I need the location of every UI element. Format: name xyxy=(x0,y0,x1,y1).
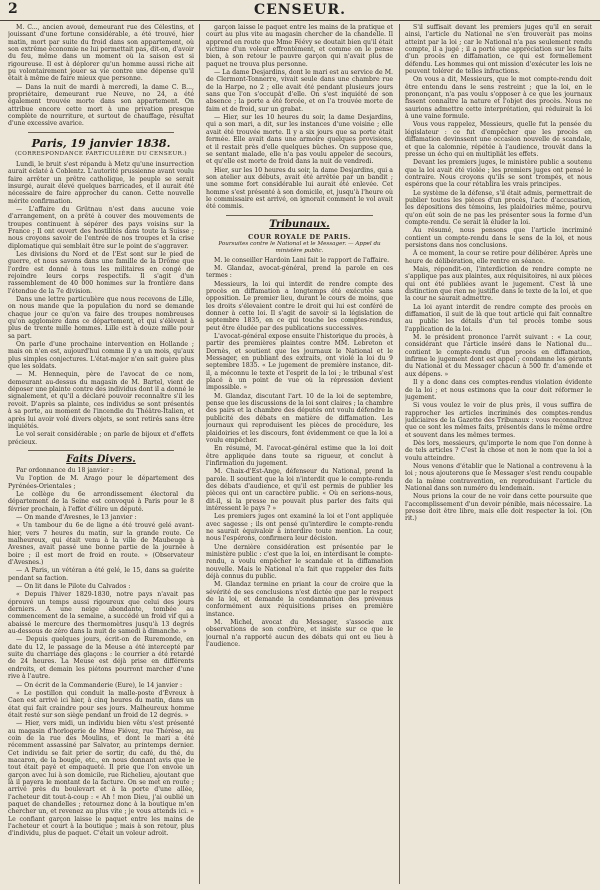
column-right xyxy=(405,24,592,884)
article-paragraph: Le système de la défense, s'il était admis, permettrait de publier toutes les pièces d'un procès, l'acte d'accusation, les dépositions des témoins, les plaidoiries même, pourvu qu'on eût soin de ne pas les présenter sous la forme d'un compte-rendu. Ce serait là éluder la loi. xyxy=(405,189,592,226)
article-paragraph: — Hier, sur les 10 heures du soir, la dame Desjardins, qui a son mari, a dit, sur les instances d'une voisine ; elle avait été trouvée morte. Il y a six jours que sa porte était fermée. Elle avait dans une armoire quelques provisions, et il restait près d'elle quelques bûches. On suppose que, se sentant malade, elle n'a pas voulu appeler de secours, et qu'elle est morte de froid dans la nuit de vendredi. xyxy=(206,114,393,166)
section-title-faits-divers: Faits Divers. xyxy=(66,453,136,465)
article-paragraph: Devant les premiers juges, le ministère public a soutenu que la loi avait été violée ; les premiers juges ont pensé le contraire. Nous croyons qu'ils se sont trompés, et nous espérons que la cour rétablira les vrais principes. xyxy=(405,159,592,189)
article-paragraph: Le vol serait considérable ; on parle de bijoux et d'effets précieux. xyxy=(8,431,194,446)
article-paragraph: — Dans la nuit de mardi à mercredi, la dame C. B..., propriétaire, demeurant rue Neuve, no 24, a été également trouvée morte dans son appartement. On attribue encore cette mort à une privation presque complète de nourriture, et surtout de chauffage, résultat d'une excessive avarice. xyxy=(8,83,194,128)
dateline-heading: Paris, 19 janvier 1838. xyxy=(31,136,171,150)
article-paragraph: À ce moment, la cour se retire pour délibérer. Après une heure de délibération, elle rentre en séance. xyxy=(405,250,592,265)
article-paragraph: Dans une lettre particulière que nous recevons de Lille, on nous mande que la population du nord se demande chaque jour ce qu'on va faire des troupes nombreuses qu'on agglomère dans ce département, et qui s'élèvent à plus de trente mille hommes. Lille est à douze mille pour sa part. xyxy=(8,296,194,340)
article-paragraph: — On écrit de la Commanderie (Eure), le 14 janvier : xyxy=(16,681,183,689)
article-paragraph: M. Glandaz, avocat-général, prend la parole en ces termes : xyxy=(206,264,393,280)
article-paragraph: garçon laisse le paquet entre les mains de la pratique et court au plus vite au magasin chercher de la chandelle. Il apprend en route que Mme Féévy se doutait bien qu'il était victime d'un voleur effrontément, et comme on le pense bien, à son retour le pauvre garçon qui n'avait plus de paquet ne trouva plus personne. xyxy=(206,24,393,68)
article-paragraph: Messieurs, la loi qui interdit de rendre compte des procès en diffamation a longtemps été exécutée sans opposition. Le premier lieu, durant le cours de moins, que les droits s'élevaient contre le droit qui lui est conféré de donner à cette loi. Il s'agit de savoir si la législation de septembre 1835, en ce qui touche les comptes-rendus, peut être éludée par des publications successives. xyxy=(206,280,393,332)
article-paragraph: Dès lors, messieurs, qu'importe le nom que l'on donne à de tels articles ? C'est la chose et non le nom que la loi a voulu atteindre. xyxy=(405,439,592,462)
article-paragraph: « Le postillon qui conduit la malle-poste d'Évreux à Caen est arrivé ici hier, à cinq heures du matin, dans un état qui fait craindre pour ses jours. Malheureux homme était resté sur son siège pendant un froid de 12 degrés. » xyxy=(8,689,194,719)
article-paragraph: Les premiers juges ont examiné la loi et l'ont appliquée avec sagesse ; ils ont pensé qu'interdire le compte-rendu ne saurait équivaloir à interdire toute mention. La cour, nous l'espérons, confirmera leur décision. xyxy=(206,513,393,543)
article-paragraph: On vous a dit, Messieurs, que le mot compte-rendu doit être entendu dans le sens restreint ; que la loi, en le prononçant, n'a pas voulu s'opposer à ce que les journaux fissent connaître la nature et l'objet des procès. Nous ne saurions admettre cette interprétation, qui réduirait la loi à une vaine formule. xyxy=(405,76,592,121)
column-rule xyxy=(199,24,200,884)
article-paragraph: S'il suffisait devant les premiers juges qu'il en serait ainsi, l'article du National ne s'en trouverait pas moins atteint par la loi ; car le National n'a pas seulement rendu compte, il a jugé ; il a porté une appréciation sur les faits d'un procès en diffamation, ce qui est formellement défendu. Les hommes qui ont mission d'exécuter les lois ne peuvent tolérer de telles infractions. xyxy=(405,24,592,76)
article-paragraph: M. Michel, avocat du Messager, s'associe aux observations de son confrère, et insiste sur ce que le journal n'a rapporté aucun des débats qui ont eu lieu à l'audience. xyxy=(206,619,393,649)
article-paragraph: M. Glandaz, discutant l'art. 10 de la loi de septembre, pense que les discussions de la loi sont claires ; la chambre des pairs et la chambre des députés ont voulu défendre la publicité des débats en matière de diffamation. Les journaux qui reproduisent les pièces de procédure, les plaidoiries et les discours, font évidemment ce que la loi a voulu empêcher. xyxy=(206,392,393,444)
article-paragraph: — A Paris, un vétéran a été gelé, le 15, dans sa guérite pendant sa faction. xyxy=(8,567,194,582)
article-paragraph: M. Chaix-d'Est-Ange, défenseur du National, prend la parole. Il soutient que la loi n'interdit que le compte-rendu des débats d'audience, et qu'il est permis de publier les pièces qui ont un caractère public. « Où en serions-nous, dit-il, si la presse ne pouvait plus parler des faits qui intéressent le pays ? » xyxy=(206,468,393,512)
article-paragraph: Vu l'option de M. Arago pour le département des Pyrénées-Orientales ; xyxy=(8,475,194,490)
divider xyxy=(226,215,373,216)
page-number: 2 xyxy=(8,1,18,17)
article-paragraph: — On lit dans le Pilote du Calvados : xyxy=(16,583,131,591)
column-left xyxy=(8,24,194,884)
article-paragraph: Hier, sur les 10 heures du soir, la dame Desjardins, qui a son atelier aux débuts, avait été arrêtée par un bandit ; une somme fort considérable lui aurait été enlevée. Cet homme s'est présenté à son domicile, et, jusqu'à l'heure où le commissaire est arrivé, on ignorait comment le vol avait été commis. xyxy=(206,166,393,211)
divider xyxy=(28,450,174,451)
divider xyxy=(28,132,174,133)
article-paragraph: — La dame Desjardins, dont le mari est au service de M. de Clermont-Tonnerre, vivait seule dans une chambre rue de la Harpe, no 2 ; elle avait été pendant plusieurs jours sans que l'on s'occupât d'elle. On s'est inquiété de son absence ; la porte a été forcée, et on l'a trouvée morte de faim et de froid, sur un grabat. xyxy=(206,69,393,113)
column-rule xyxy=(399,24,400,884)
article-paragraph: Une dernière considération est présentée par le ministère public : c'est que la loi, en interdisant le compte-rendu, a voulu empêcher le scandale et la diffamation nouvelle. Mais le National n'a fait que rappeler des faits déjà connus du public. xyxy=(206,543,393,581)
article-paragraph: — L'affaire du Grütnau n'est dans aucune voie d'arrangement, on a prêté à couver des mouvements de troupes continuent à sépérer des pays voisins sur la France ; Il ont ouvert des hostilités dans toute la Suisse ; nous croyons savoir de l'entrée de nos troupes et la crise diplomatique qui semblait être sur le point de s'aggraver. xyxy=(8,205,194,250)
article-paragraph: L'avocat-général expose ensuite l'historique du procès, à partir des premières plaintes contre MM. Lebreton et Dornès, et soutient que les journaux le National et le Messager, en publiant des extraits, ont violé la loi du 9 septembre 1835. « Le jugement de première instance, dit-il, a méconnu le texte et l'esprit de la loi ; le tribunal s'est placé à un point de vue où la répression devient impossible. » xyxy=(206,333,393,392)
masthead xyxy=(0,0,600,21)
journal-title: CENSEUR. xyxy=(253,2,347,18)
article-paragraph: M. le conseiller Hardoin Lani fait le rapport de l'affaire. xyxy=(214,256,390,264)
article-paragraph: Il y a donc dans ces comptes-rendus violation évidente de la loi ; et nous estimons que la cour doit réformer le jugement. xyxy=(405,379,592,401)
article-paragraph: Nous prions la cour de ne voir dans cette poursuite que l'accomplissement d'un devoir pénible, mais nécessaire. La presse doit être libre, mais elle doit respecter la loi. (On rit.) xyxy=(405,493,592,523)
section-title-tribunaux: Tribunaux. xyxy=(269,218,330,230)
article-paragraph: — Depuis quelques jours, écrit-on de Ruremonde, en date du 12, le passage de la Meuse a été intercepté par suite du charriage des glaçons : le courrier a été retardé de 24 heures. La Meuse est déjà prise en différents endroits, et demain les piétons pourront marcher d'une rive à l'autre. xyxy=(8,636,194,681)
column-middle xyxy=(206,24,393,884)
article-paragraph: Vous vous rappelez, Messieurs, quelle fut la pensée du législateur : ce fut d'empêcher que les procès en diffamation devinssent une occasion nouvelle de scandale, et que la calomnie, répétée à l'audience, trouvât dans la presse un écho qui en multipliât les effets. xyxy=(405,121,592,158)
article-paragraph: « Un tambour du 6e de ligne a été trouvé gelé avant-hier, vers 7 heures du matin, sur la grande route. Ce malheureux, qui était venu à la ville de Maubeuge à Avesnes, avait passé une bonne partie de la journée à boire ; il est mort de froid en route. » (Observateur d'Avesnes.) xyxy=(8,522,194,566)
article-paragraph: — M. Hennequin, père de l'avocat de ce nom, demeurant au-dessus du magasin de M. Bartel, vient de déposer une plainte contre des individus dont il a donné le signalement, et qu'il a déclaré pouvoir reconnaître s'il les revoit. D'après sa plainte, ces individus se sont présentés à sa porte, au moment de l'incendie du Théâtre-Italien, et après lui avoir volé divers objets, se sont retirés sans être inquiétés. xyxy=(8,371,194,430)
article-paragraph: Les divisions du Nord et de l'Est sont sur le pied de guerre, et nous savons dans une famille de la Drôme que l'ordre est donné à tous les militaires en congé de rejoindre leurs corps respectifs. Il s'agit d'un rassemblement de 40 000 hommes sur la frontière dans l'étendue de la 7e division. xyxy=(8,250,194,295)
article-paragraph: M. le président prononce l'arrêt suivant : « La cour, considérant que l'article inséré dans le National du... contient le compte-rendu d'un procès en diffamation, infirme le jugement dont est appel ; condamne les gérants du National et du Messager chacun à 500 fr. d'amende et aux dépens. » xyxy=(405,334,592,378)
correspondence-subheading: (CORRESPONDANCE PARTICULIÈRE DU CENSEUR.) xyxy=(14,150,188,157)
article-paragraph: Lundi, le bruit s'est répandu à Metz qu'une insurrection aurait éclaté à Coblentz. L'autorité prussienne avant voulu faire arrêter un prêtre catholique, le peuple se serait insurgé, aurait élevé quelques barricades, et il aurait été nécessaire de faire approcher du canon. Cette nouvelle mérite confirmation. xyxy=(8,160,194,205)
article-paragraph: Le collège du 6e arrondissement électoral du département de la Seine est convoqué à Paris pour le 8 février prochain, à l'effet d'élire un député. xyxy=(8,490,194,513)
article-paragraph: Nous venons d'établir que le National a contrevenu à la loi ; nous ajouterons que le Messager s'est rendu coupable de la même contravention, en reproduisant l'article du National dans son numéro du lendemain. xyxy=(405,462,592,492)
article-paragraph: — Hier, vers midi, un individu bien vêtu s'est présenté au magasin d'horlogerie de Mme Fiévez, rue Thérèse, au coin de la rue des Moulins, et dont le mari a été récemment assassiné par Salvator, au printemps dernier. Cet individu se fait prier de sortir, du café, du thé, du macaron, de la bougie, etc., en nous donnant avis que le tout était payé et empaqueté. Il prie que l'on envoie un garçon avec lui à son domicile, rue Richelieu, ajoutant que là il payera le montant de la facture. On se met en route ; arrivé près du boulevart et à la porte d'une allée, l'acheteur dit tout-à-coup : « Ah ! mon Dieu, j'ai oublié un paquet de chandelles ; retournez donc à la boutique m'en chercher un, et revenez au plus vite ; je vous attends ici. » Le confiant garçon laisse le paquet entre les mains de l'acheteur et court à la boutique ; mais à son retour, plus d'individu, plus de paquet. C'était un voleur adroit. xyxy=(8,720,194,838)
article-paragraph: La loi ayant interdit de rendre compte des procès en diffamation, il suit de là que tout article qui fait connaître au public les détails d'un tel procès tombe sous l'application de la loi. xyxy=(405,303,592,333)
article-paragraph: En résumé, M. l'avocat-général estime que la loi doit être appliquée dans toute sa rigueur, et conclut à l'infirmation du jugement. xyxy=(206,445,393,467)
article-paragraph: M. C..., ancien avoué, demeurant rue des Célestins, et jouissant d'une fortune considérable, a été trouvé, hier matin, mort par suite du froid dans son appartement, où son extrême économie ne lui permettait pas, dit-on, d'avoir du feu, même dans un moment où la saison est si rigoureuse. Il est à déplorer qu'un homme aussi riche ait pu volontairement jouer sa vie contre une dépense qu'il était à même de faire mieux que personne. xyxy=(8,24,194,83)
article-paragraph: — On mande d'Avesnes, le 13 janvier : xyxy=(16,513,137,521)
court-heading: COUR ROYALE DE PARIS. xyxy=(248,232,351,241)
article-paragraph: Au résumé, nous pensons que l'article incriminé contient un compte-rendu dans le sens de la loi, et nous persistons dans nos conclusions. xyxy=(405,227,592,249)
court-subheading: Poursuites contre le National et le Messager. — Appel du ministère public. xyxy=(218,240,381,254)
article-paragraph: Mais, répondit-on, l'interdiction de rendre compte ne s'applique pas aux plaintes, aux réquisitoires, ni aux pièces qui ont été publiées avant le jugement. C'est là une distinction que rien ne justifie dans le texte de la loi, et que la cour ne saurait admettre. xyxy=(405,266,592,303)
article-paragraph: On parle d'une prochaine intervention en Hollande ; mais on n'en est, aujourd'hui comme il y a un mois, qu'aux plus simples conjectures. L'état-major n'en sait guère plus que les soldats. xyxy=(8,341,194,371)
article-paragraph: Si vous voulez le voir de plus près, il vous suffira de rapprocher les articles incriminés des comptes-rendus judiciaires de la Gazette des Tribunaux : vous reconnaîtrez que ce sont les mêmes faits, présentés dans le même ordre et souvent dans les mêmes termes. xyxy=(405,402,592,439)
article-paragraph: M. Glandaz termine en priant la cour de croire que la sévérité de ses conclusions n'est dictée que par le respect de la loi, et demande la condamnation des prévenus conformément aux réquisitions prises en première instance. xyxy=(206,581,393,618)
article-paragraph: « Depuis l'hiver 1829-1830, notre pays n'avait pas éprouvé un temps aussi rigoureux que celui des jours derniers. A une neige abondante, tombée au commencement de la semaine, a succédé un froid vif qui a abaissé le mercure des thermomètres jusqu'à 13 degrés au-dessous de zéro dans la nuit de samedi à dimanche. » xyxy=(8,591,194,636)
article-paragraph: Par ordonnance du 18 janvier : xyxy=(16,466,114,474)
